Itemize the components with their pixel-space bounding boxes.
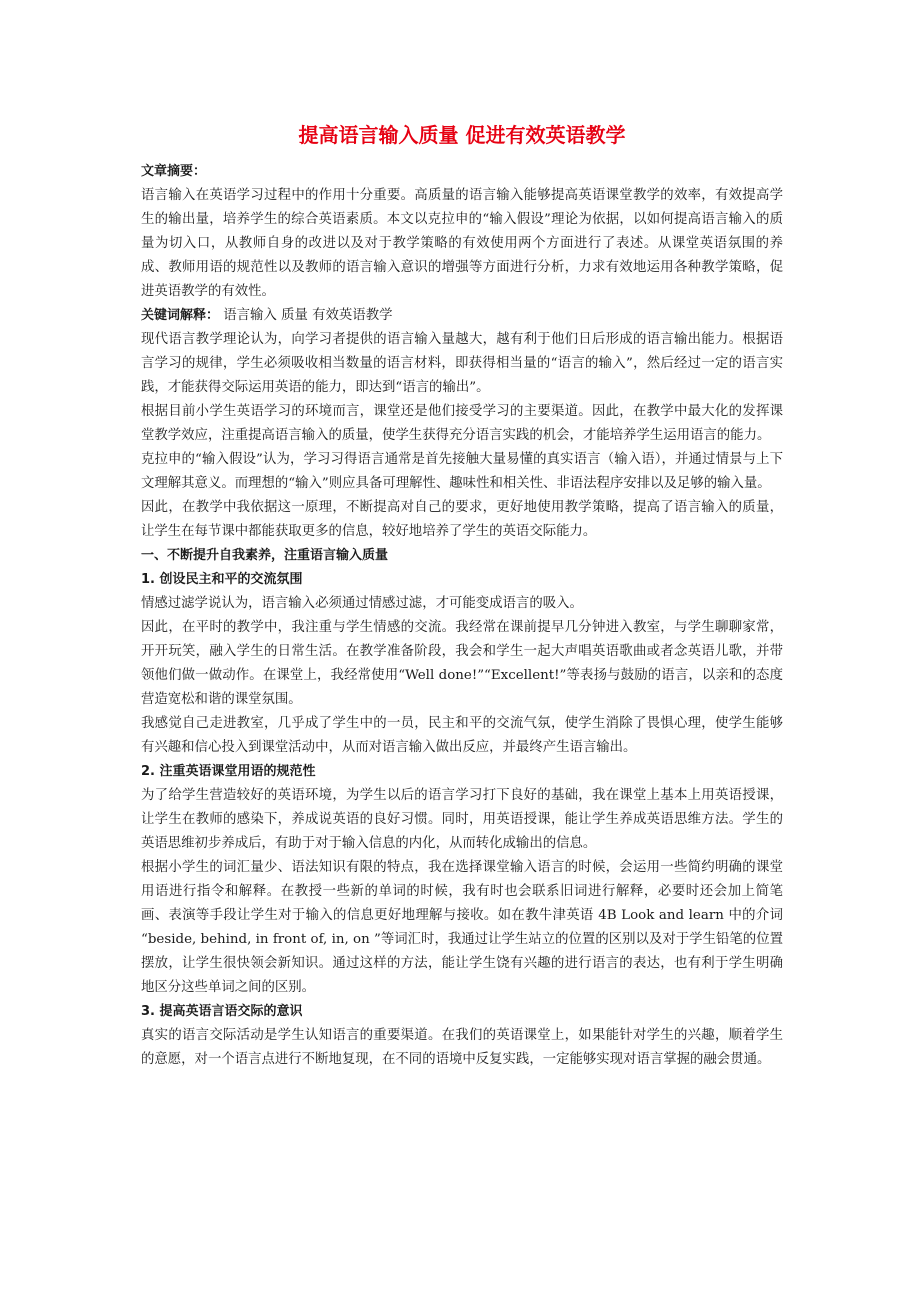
keywords-line (141, 304, 783, 328)
intro-paragraph: 因此，在教学中我依据这一原理，不断提高对自己的要求，更好地使用教学策略，提高了语言输入的质量，让学生在每节课中都能获取更多的信息，较好地培养了学生的英语交际能力。 (141, 500, 783, 539)
body-paragraph: 根据小学生的词汇量少、语法知识有限的特点，我在选择课堂输入语言的时候，会运用一些简约明确的课堂用语进行指令和解释。在教授一些新的单词的时候，我有时也会联系旧词进行解释，必要时还会加上简笔画、表演等手段让学生对于输入的信息更好地理解与接收。如在教牛津英语 4B Look and learn 中的介词 “beside, behind, in front of, in, on ”等词汇时，我通过让学生站立的位置的区别以及对于学生铅笔的位置摆放，让学生很快领会新知识。通过这样的方法，能让学生饶有兴趣的进行语言的表达，也有利于学生明确地区分这些单词之间的区别。 (141, 860, 783, 995)
body-paragraph: 真实的语言交际活动是学生认知语言的重要渠道。在我们的英语课堂上，如果能针对学生的兴趣，顺着学生的意愿，对一个语言点进行不断地复现，在不同的语境中反复实践，一定能够实现对语言掌握的融会贯通。 (141, 1028, 783, 1067)
keywords-label: 关键词解释： (141, 308, 220, 323)
abstract-text: 语言输入在英语学习过程中的作用十分重要。高质量的语言输入能够提高英语课堂教学的效率，有效提高学生的输出量，培养学生的综合英语素质。本文以克拉申的“输入假设”理论为依据，以如何提高语言输入的质量为切入口，从教师自身的改进以及对于教学策略的有效使用两个方面进行了表述。从课堂英语氛围的养成、教师用语的规范性以及教师的语言输入意识的增强等方面进行分析，力求有效地运用各种教学策略，促进英语教学的有效性。 (141, 188, 783, 299)
subsection-heading: 2. 注重英语课堂用语的规范性 (141, 764, 316, 779)
body-paragraph: 为了给学生营造较好的英语环境，为学生以后的语言学习打下良好的基础，我在课堂上基本上用英语授课，让学生在教师的感染下，养成说英语的良好习惯。同时，用英语授课，能让学生养成英语思维方法。学生的英语思维初步养成后，有助于对于输入信息的内化，从而转化成输出的信息。 (141, 788, 783, 851)
intro-paragraph: 根据目前小学生英语学习的环境而言，课堂还是他们接受学习的主要渠道。因此，在教学中最大化的发挥课堂教学效应，注重提高语言输入的质量，使学生获得充分语言实践的机会，才能培养学生运用语言的能力。 (141, 404, 783, 443)
subsection-heading: 3. 提高英语言语交际的意识 (141, 1004, 303, 1019)
subsection-heading: 1. 创设民主和平的交流氛围 (141, 572, 303, 587)
document-page (141, 118, 783, 1072)
intro-paragraph: 克拉申的“输入假设”认为，学习习得语言通常是首先接触大量易懂的真实语言（输入语），并通过情景与上下文理解其意义。而理想的“输入”则应具备可理解性、趣味性和相关性、非语法程序安排以及足够的输入量。 (141, 452, 783, 491)
body-paragraph: 因此，在平时的教学中，我注重与学生情感的交流。我经常在课前提早几分钟进入教室，与学生聊聊家常，开开玩笑，融入学生的日常生活。在教学准备阶段，我会和学生一起大声唱英语歌曲或者念英语儿歌，并带领他们做一做动作。在课堂上，我经常使用“Well done!”“Excellent!”等表扬与鼓励的语言，以亲和的态度营造宽松和谐的课堂氛围。 (141, 620, 783, 707)
document-title: 提高语言输入质量 促进有效英语教学 (298, 123, 626, 147)
intro-paragraph: 现代语言教学理论认为，向学习者提供的语言输入量越大，越有利于他们日后形成的语言输出能力。根据语言学习的规律，学生必须吸收相当数量的语言材料，即获得相当量的“语言的输入”，然后经过一定的语言实践，才能获得交际运用英语的能力，即达到“语言的输出”。 (141, 332, 783, 395)
body-paragraph: 我感觉自己走进教室，几乎成了学生中的一员，民主和平的交流气氛，使学生消除了畏惧心理，使学生能够有兴趣和信心投入到课堂活动中，从而对语言输入做出反应，并最终产生语言输出。 (141, 716, 783, 755)
abstract-label: 文章摘要： (141, 164, 207, 179)
body-paragraph: 情感过滤学说认为，语言输入必须通过情感过滤，才可能变成语言的吸入。 (141, 596, 583, 611)
keywords-text: 语言输入 质量 有效英语教学 (219, 308, 393, 323)
section-heading: 一、不断提升自我素养，注重语言输入质量 (141, 548, 389, 563)
